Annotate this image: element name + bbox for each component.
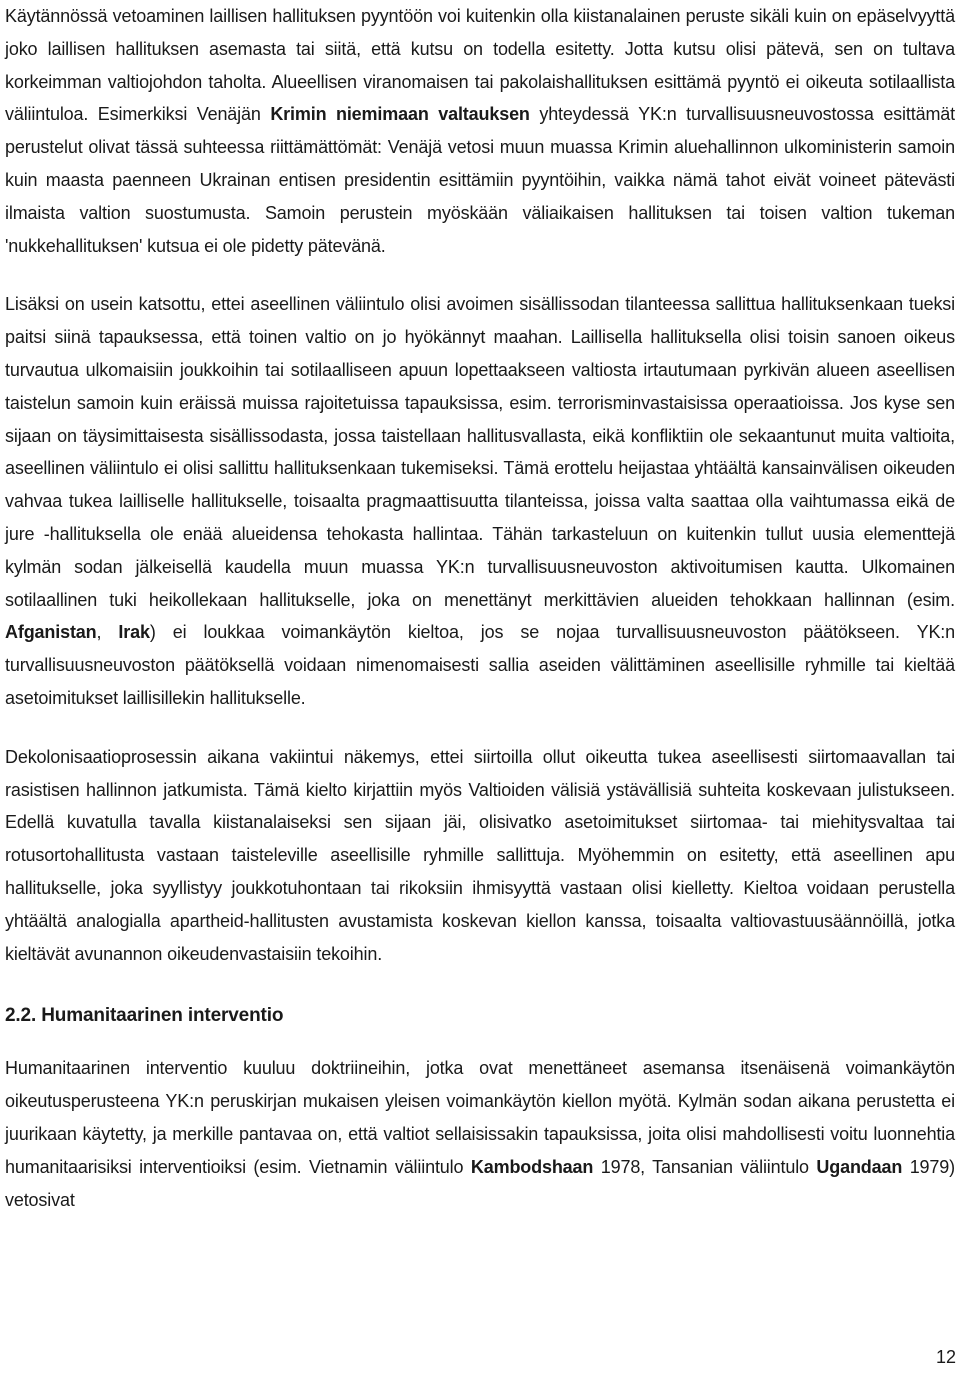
- paragraph-text: 1979) vetosivat: [5, 1156, 955, 1210]
- paragraph: [5, 0, 955, 262]
- paragraph-text: ,: [96, 622, 119, 643]
- emphasis-term: Afganistan: [5, 622, 97, 643]
- emphasis-term: Krimin niemimaan valtauksen: [270, 104, 530, 125]
- paragraph-text: ) ei loukkaa voimankäytön kieltoa, jos se nojaa turvallisuusneuvoston päätökseen. YK:n turvallisuusneuvoston päätöksellä voidaan nimenomaisesti sallia aseiden välittäminen aseellisille ryhmille tai kieltää asetoimitukset laillisillekin hallitukselle.: [5, 622, 956, 708]
- paragraph: [5, 1052, 955, 1216]
- section-heading: 2.2. Humanitaarinen interventio: [5, 1005, 284, 1027]
- emphasis-term: Ugandaan: [816, 1156, 903, 1177]
- emphasis-term: Irak: [118, 622, 150, 643]
- paragraph-text: yhteydessä YK:n turvallisuusneuvostossa esittämät perustelut olivat tässä suhteessa riittämättömät: Venäjä vetosi muun muassa Krimin aluehallinnon ulkoministerin samoin kuin maasta paenneen Ukrainan entisen presidentin esittämiin pyyntöihin, vaikka nämä tahot eivät voineet pätevästi ilmaista valtion suostumusta. Samoin perustein myöskään väliaikaisen hallituksen tai toisen valtion tukeman 'nukkehallituksen' kutsua ei ole pidetty pätevänä.: [5, 104, 956, 256]
- paragraph-text: Humanitaarinen interventio kuuluu doktriineihin, jotka ovat menettäneet asemansa itsenäisenä voimankäytön oikeutusperusteena YK:n peruskirjan mukaisen yleisen voimankäytön kiellon myötä. Kylmän sodan aikana perustetta ei juurikaan käytetty, ja merkille pantavaa on, että valtiot sellaisissakin tapauksissa, joita olisi mahdollisesti voitu luonnehtia humanitaarisiksi interventioiksi (esim. Vietnamin väliintulo: [5, 1058, 955, 1177]
- paragraph: [5, 288, 955, 714]
- emphasis-term: Kambodshaan: [470, 1156, 594, 1177]
- paragraph-text: Käytännössä vetoaminen laillisen hallituksen pyyntöön voi kuitenkin olla kiistanalainen peruste sikäli kuin on epäselvyyttä joko laillisen hallituksen asemasta tai siitä, että kutsu on todella esitetty. Jotta kutsu olisi pätevä, sen on tultava korkeimman valtiojohdon taholta. Alueellisen viranomaisen tai pakolaishallituksen esittämä pyyntö ei oikeuta sotilaallista väliintuloa. Esimerkiksi Venäjän: [5, 6, 955, 125]
- paragraph-text: 1978, Tansanian väliintulo: [593, 1156, 817, 1177]
- paragraph-text: Lisäksi on usein katsottu, ettei aseellinen väliintulo olisi avoimen sisällissodan tilanteessa sallittua hallituksenkaan tueksi paitsi siinä tapauksessa, että toinen valtio on jo hyökännyt maahan. Laillisella hallituksella olisi toisin sanoen oikeus turvautua ulkomaisiin joukkoihin tai sotilaalliseen apuun lopettaakseen valtiosta irtautumaan pyrkivän alueen aseellisen taistelun samoin kuin eräissä muissa rajoitetuissa tapauksissa, esim. terrorisminvastaisissa operaatioissa. Jos kyse sen sijaan on täysimittaisesta sisällissodasta, jossa taistellaan hallitusvallasta, eikä konfliktiin ole sekaantunut muita valtioita, aseellinen väliintulo ei olisi sallittu hallituksenkaan tukemiseksi. Tämä erottelu heijastaa yhtäältä kansainvälisen oikeuden vahvaa tukea lailliselle hallitukselle, toisaalta pragmaattisuutta tilanteissa, joissa valta saattaa olla vaihtumassa eikä de jure -hallituksella ole enää alueidensa tehokasta hallintaa. Tähän tarkasteluun on kuitenkin tullut uusia elementtejä kylmän sodan jälkeisellä kaudella muun muassa YK:n turvallisuusneuvoston aktivoitumisen kautta. Ulkomainen sotilaallinen tuki heikollekaan hallitukselle, joka on menettänyt merkittävien alueiden tehokkaan hallinnan (esim.: [5, 294, 955, 610]
- document-page: [5, 0, 955, 1216]
- page-number: 12: [935, 1347, 956, 1367]
- paragraph: Dekolonisaatioprosessin aikana vakiintui näkemys, ettei siirtoilla ollut oikeutta tukea aseellisesti siirtomaavallan tai rasistisen hallinnon jatkumista. Tämä kielto kirjattiin myös Valtioiden välisiä ystävällisiä suhteita koskevaan julistukseen. Edellä kuvatulla tavalla kiistanalaiseksi sen sijaan jäi, olisivatko asetoimitukset siirtomaa- tai miehitysvaltaa tai rotusortohallitusta vastaan taisteleville aseellisille ryhmille sallittuja. Myöhemmin on esitetty, että aseellinen apu hallitukselle, joka syyllistyy joukkotuhontaan tai rikoksiin ihmisyyttä vastaan olisi kielletty. Kieltoa voidaan perustella yhtäältä analogialla apartheid-hallitusten avustamista koskevan kiellon kanssa, toisaalta valtiovastuusäännöillä, jotka kieltävät avunannon oikeudenvastaisiin tekoihin.: [5, 746, 955, 964]
